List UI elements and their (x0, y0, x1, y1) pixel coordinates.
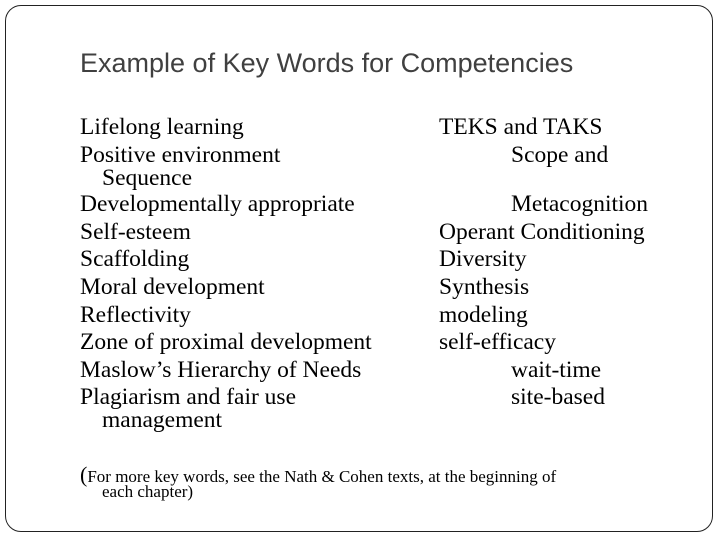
keyword-item: self-efficacy (439, 329, 556, 355)
footnote-line-2: each chapter) (102, 482, 194, 501)
keyword-item: Lifelong learning (80, 114, 244, 140)
keyword-item: Positive environment (80, 142, 281, 168)
keyword-item: wait-time (511, 357, 602, 383)
keyword-item: Zone of proximal development (80, 329, 372, 355)
keyword-item: Sequence (102, 165, 193, 191)
keyword-item: Maslow’s Hierarchy of Needs (80, 357, 362, 383)
footnote-line-1: For more key words, see the Nath & Cohen texts, at the beginning of (87, 467, 557, 486)
keyword-item: management (102, 407, 223, 433)
keyword-item: Operant Conditioning (439, 219, 645, 245)
keyword-item: Scaffolding (80, 246, 190, 272)
keyword-item: Diversity (439, 246, 527, 272)
keyword-item: TEKS and TAKS (439, 114, 603, 140)
keyword-item: modeling (439, 302, 528, 328)
keyword-item: Self-esteem (80, 219, 191, 245)
keyword-item: Moral development (80, 274, 265, 300)
keyword-item: Scope and (511, 142, 609, 168)
keyword-item: Plagiarism and fair use (80, 384, 297, 410)
footnote-open-paren: ( (80, 462, 88, 487)
keyword-item: site-based (511, 384, 605, 410)
keyword-item: Reflectivity (80, 302, 191, 328)
keyword-item: Synthesis (439, 274, 530, 300)
slide-title: Example of Key Words for Competencies (80, 48, 574, 78)
keyword-item: Developmentally appropriate (80, 191, 355, 217)
keyword-item: Metacognition (511, 191, 649, 217)
footnote (80, 462, 557, 501)
